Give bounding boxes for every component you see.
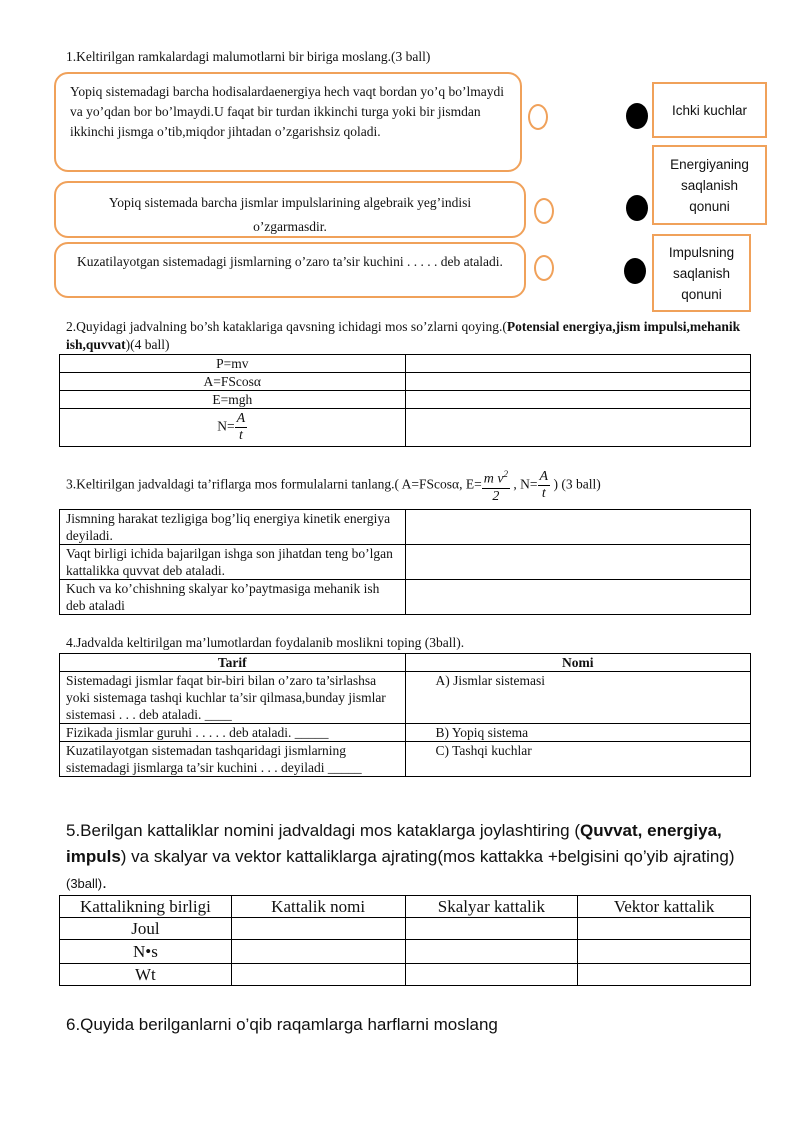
q4-table xyxy=(59,653,751,777)
q2-title-text: 2.Quyidagi jadvalning bo’sh kataklariga qavsning ichidagi mos so’zlarni qoying.( xyxy=(66,319,507,334)
q3-n-num: A xyxy=(539,468,549,484)
q2-formula-cell: P=mv xyxy=(60,355,406,373)
q1-right-text-3: Impulsning saqlanish qonuni xyxy=(668,244,735,302)
q2-answer-cell[interactable] xyxy=(405,355,750,373)
q5-vector-cell[interactable] xyxy=(578,918,751,940)
q3-answer-cell[interactable] xyxy=(405,580,750,615)
q4-nomi-cell: B) Yopiq sistema xyxy=(405,724,751,742)
q1-match-dot-3[interactable] xyxy=(624,258,646,284)
q6-title: 6.Quyida berilganlarni o’qib raqamlarga harflarni moslang xyxy=(66,1015,498,1034)
q2-n-fraction xyxy=(235,411,248,444)
table-header-row xyxy=(60,654,751,672)
q5-title-mid: ) va skalyar va vektor kattaliklarga ajrating(mos kattakka +belgisini qo’yib ajrating) xyxy=(120,847,735,866)
q4-nomi-cell: A) Jismlar sistemasi xyxy=(405,672,751,724)
q3-n-fraction xyxy=(538,469,551,502)
q1-title: 1.Keltirilgan ramkalardagi malumotlarni bir biriga moslang.(3 ball) xyxy=(66,49,431,64)
table-row xyxy=(60,918,751,940)
q5-scalar-cell[interactable] xyxy=(405,940,578,964)
q1-left-text-2: Yopiq sistemada barcha jismlar impulslarining algebraik yeg’indisi o’zgarmasdir. xyxy=(108,195,472,234)
q1-left-box-1 xyxy=(54,72,522,172)
q3-e-den: 2 xyxy=(492,488,500,504)
table-row xyxy=(60,672,751,724)
table-row xyxy=(60,391,751,409)
q5-scalar-cell[interactable] xyxy=(405,964,578,986)
q2-table xyxy=(59,354,751,447)
q5-name-cell[interactable] xyxy=(231,964,405,986)
q3-title xyxy=(66,466,766,505)
q5-title-end: . xyxy=(102,873,107,892)
q1-match-circle-1[interactable] xyxy=(528,104,548,130)
q5-title-bold: Quvvat, energiya, impuls xyxy=(66,821,722,866)
q4-tarif-cell: Sistemadagi jismlar faqat bir-biri bilan o’zaro ta’sirlashsa yoki sistemaga tashqi kuchlar ta’sir qilmasa,bunday jismlar sistemasi . . . deb ataladi. ____ xyxy=(60,672,406,724)
q2-formula-cell: E=mgh xyxy=(60,391,406,409)
q1-right-box-3 xyxy=(652,234,751,312)
table-row xyxy=(60,510,751,545)
q1-left-text-1: Yopiq sistemadagi barcha hodisalardaenergiya hech vaqt bordan yo’q bo’lmaydi va yo’qdan bor bo’lmaydi.U faqat bir turdan ikkinchi turga yoki bir jismdan ikkinchi jismga o’tib,miqdor jihtadan o’zgarishsiz qoladi. xyxy=(70,84,505,139)
q4-tarif-cell: Kuzatilayotgan sistemadan tashqaridagi jismlarning sistemadagi jismlarga ta’sir kuchini . . . deyiladi _____ xyxy=(60,742,406,777)
q5-title-start: 5.Berilgan kattaliklar nomini jadvaldagi mos kataklarga joylashtiring ( xyxy=(66,821,581,840)
table-row xyxy=(60,545,751,580)
q3-definition-cell: Kuch va ko’chishning skalyar ko’paytmasiga mehanik ish deb ataladi xyxy=(60,580,406,615)
q4-tarif-cell: Fizikada jismlar guruhi . . . . . deb ataladi. _____ xyxy=(60,724,406,742)
q2-title-end: )(4 ball) xyxy=(125,337,170,352)
q1-match-dot-1[interactable] xyxy=(626,103,648,129)
q5-unit-cell: N•s xyxy=(60,940,232,964)
q5-unit-cell: Wt xyxy=(60,964,232,986)
q2-answer-cell[interactable] xyxy=(405,373,750,391)
table-row xyxy=(60,580,751,615)
q3-title-end: ) (3 ball) xyxy=(550,476,601,492)
q1-right-text-2: Energiyaning saqlanish qonuni xyxy=(670,156,749,214)
q3-e-sup: 2 xyxy=(503,469,509,479)
table-row xyxy=(60,742,751,777)
q5-vector-cell[interactable] xyxy=(578,964,751,986)
table-row xyxy=(60,964,751,986)
q5-unit-cell: Joul xyxy=(60,918,232,940)
q1-left-box-2 xyxy=(54,181,526,238)
q1-match-dot-2[interactable] xyxy=(626,195,648,221)
q3-table xyxy=(59,509,751,615)
table-row xyxy=(60,355,751,373)
table-header-row xyxy=(60,896,751,918)
q2-n-num: A xyxy=(236,411,246,426)
q2-n-prefix: N= xyxy=(217,418,235,434)
q1-right-box-2 xyxy=(652,145,767,225)
q1-right-text-1: Ichki kuchlar xyxy=(671,102,748,118)
q4-header-tarif: Tarif xyxy=(60,654,406,672)
q5-header-scalar: Skalyar kattalik xyxy=(405,896,578,918)
q3-title-start: 3.Keltirilgan jadvaldagi ta’riflarga mos formulalarni tanlang.( A=FScosα, E= xyxy=(66,476,482,492)
q2-title-bold: Potensial energiya,jism impulsi,mehanik ish,quvvat xyxy=(66,319,741,352)
q5-table xyxy=(59,895,751,986)
q2-n-den: t xyxy=(239,428,243,443)
q1-right-box-1 xyxy=(652,82,767,138)
q3-e-fraction xyxy=(482,466,510,505)
q1-match-circle-3[interactable] xyxy=(534,255,554,281)
q3-n-den: t xyxy=(541,485,546,501)
q5-vector-cell[interactable] xyxy=(578,940,751,964)
q2-answer-cell[interactable] xyxy=(405,391,750,409)
q1-left-box-3 xyxy=(54,242,526,298)
table-row xyxy=(60,940,751,964)
q1-match-circle-2[interactable] xyxy=(534,198,554,224)
q2-formula-cell-power xyxy=(60,409,406,447)
q5-title xyxy=(66,818,756,897)
q4-nomi-cell: C) Tashqi kuchlar xyxy=(405,742,751,777)
q5-header-unit: Kattalikning birligi xyxy=(60,896,232,918)
q4-header-nomi: Nomi xyxy=(405,654,751,672)
q5-name-cell[interactable] xyxy=(231,918,405,940)
q3-definition-cell: Jismning harakat tezligiga bog’liq energiya kinetik energiya deyiladi. xyxy=(60,510,406,545)
q2-title xyxy=(66,318,746,354)
table-row xyxy=(60,409,751,447)
q4-title: 4.Jadvalda keltirilgan ma’lumotlardan foydalanib moslikni toping (3ball). xyxy=(66,635,465,650)
q5-header-name: Kattalik nomi xyxy=(231,896,405,918)
q3-e-num-text: m v xyxy=(483,471,504,487)
q2-answer-cell[interactable] xyxy=(405,409,750,447)
table-row xyxy=(60,373,751,391)
q3-answer-cell[interactable] xyxy=(405,545,750,580)
q5-name-cell[interactable] xyxy=(231,940,405,964)
q2-formula-cell: A=FScosα xyxy=(60,373,406,391)
q5-header-vector: Vektor kattalik xyxy=(578,896,751,918)
q3-title-mid: , N= xyxy=(510,476,538,492)
table-row xyxy=(60,724,751,742)
q1-left-text-3: Kuzatilayotgan sistemadagi jismlarning o’zaro ta’sir kuchini . . . . . deb ataladi. xyxy=(77,254,503,269)
q3-definition-cell: Vaqt birligi ichida bajarilgan ishga son jihatdan teng bo’lgan kattalikka quvvat deb ataladi. xyxy=(60,545,406,580)
q3-answer-cell[interactable] xyxy=(405,510,750,545)
q3-e-num xyxy=(482,466,510,489)
q5-scalar-cell[interactable] xyxy=(405,918,578,940)
q5-title-points: (3ball) xyxy=(66,876,103,891)
